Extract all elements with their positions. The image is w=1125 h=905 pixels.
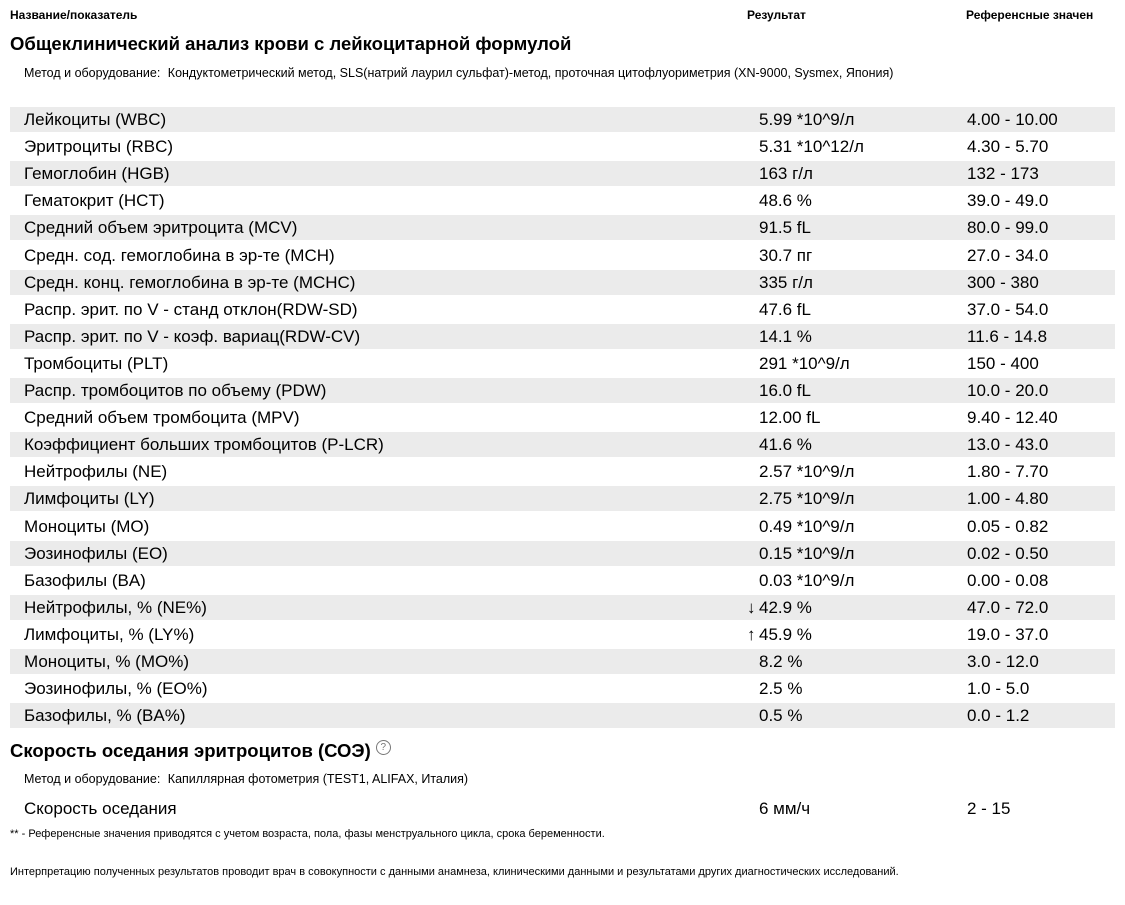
row-result <box>747 246 812 266</box>
row-result <box>747 300 811 320</box>
table-row <box>10 270 1115 295</box>
row-result <box>747 625 812 645</box>
row-result-value: 6 мм/ч <box>759 799 811 818</box>
row-name: Средний объем тромбоцита (MPV) <box>24 408 300 428</box>
row-result-value: 5.31 *10^12/л <box>759 137 864 157</box>
row-name: Нейтрофилы (NE) <box>24 462 168 482</box>
row-result-value: 5.99 *10^9/л <box>759 110 855 129</box>
row-result <box>747 799 810 819</box>
row-result-value: 47.6 fL <box>759 299 811 319</box>
row-result-value: 0.49 *10^9/л <box>759 516 855 536</box>
table-row <box>10 107 1115 132</box>
row-name: Базофилы, % (BA%) <box>24 706 186 726</box>
row-result-value: 16.0 fL <box>759 381 811 400</box>
table-row <box>10 215 1115 240</box>
row-result-value: 14.1 % <box>759 326 812 346</box>
row-name: Моноциты (MO) <box>24 516 150 536</box>
row-result-value: 335 г/л <box>759 272 813 292</box>
method-esr <box>24 770 1054 788</box>
row-name: Распр. эрит. по V - коэф. вариац(RDW-CV) <box>24 326 361 346</box>
row-name: Моноциты, % (MO%) <box>24 652 189 671</box>
row-name: Распр. тромбоцитов по объему (PDW) <box>24 381 327 400</box>
row-reference: 0.0 - 1.2 <box>967 706 1030 726</box>
table-row <box>10 378 1115 403</box>
row-result <box>747 191 812 211</box>
row-result <box>747 110 854 130</box>
row-result <box>747 462 854 482</box>
row-name: Нейтрофилы, % (NE%) <box>24 597 207 617</box>
method-value: Капиллярная фотометрия (TEST1, ALIFAX, Италия) <box>167 772 469 786</box>
row-reference: 37.0 - 54.0 <box>967 299 1049 319</box>
row-result-value: 291 *10^9/л <box>759 353 850 373</box>
table-row <box>10 432 1115 457</box>
row-result <box>747 679 802 699</box>
row-reference: 300 - 380 <box>967 272 1039 292</box>
row-reference: 47.0 - 72.0 <box>967 597 1049 617</box>
row-name: Гематокрит (HCT) <box>24 191 165 211</box>
row-result <box>747 408 820 428</box>
row-result-value: 8.2 % <box>759 652 803 671</box>
row-name: Лимфоциты, % (LY%) <box>24 624 195 644</box>
section-title-cbc: Общеклинический анализ крови с лейкоцитарной формулой <box>10 33 572 54</box>
row-reference: 2 - 15 <box>967 799 1011 818</box>
row-reference: 10.0 - 20.0 <box>967 381 1049 400</box>
row-result <box>747 598 812 618</box>
row-reference: 4.00 - 10.00 <box>967 110 1058 129</box>
row-result <box>747 381 811 401</box>
row-reference: 132 - 173 <box>967 164 1039 184</box>
table-row <box>10 161 1115 186</box>
row-name: Средний объем эритроцита (MCV) <box>24 218 298 238</box>
row-result-value: 41.6 % <box>759 435 812 455</box>
reference-footnote: ** - Референсные значения приводятся с учетом возраста, пола, фазы менструального цикла, срока беременности. <box>10 828 605 840</box>
row-reference: 0.02 - 0.50 <box>967 543 1049 563</box>
row-result-value: 42.9 % <box>759 597 812 617</box>
row-result-value: 0.5 % <box>759 706 803 726</box>
row-result-value: 12.00 fL <box>759 408 821 428</box>
row-result <box>747 435 812 455</box>
table-row <box>10 595 1115 620</box>
row-result <box>747 544 854 564</box>
row-name: Скорость оседания <box>24 799 177 818</box>
row-reference: 13.0 - 43.0 <box>967 435 1049 455</box>
row-result <box>747 273 813 293</box>
row-result <box>747 489 854 509</box>
row-reference: 0.05 - 0.82 <box>967 516 1049 536</box>
row-name: Лейкоциты (WBC) <box>24 110 167 129</box>
arrow-up-icon: ↑ <box>747 624 756 644</box>
row-name: Средн. сод. гемоглобина в эр-те (MCH) <box>24 245 335 265</box>
row-result <box>747 571 854 591</box>
row-result-value: 2.57 *10^9/л <box>759 462 855 482</box>
section-title-esr-text: Скорость оседания эритроцитов (СОЭ) <box>10 740 371 762</box>
row-result <box>747 354 850 374</box>
row-result <box>747 218 811 238</box>
row-name: Тромбоциты (PLT) <box>24 353 169 373</box>
row-reference: 0.00 - 0.08 <box>967 570 1049 590</box>
row-name: Лимфоциты (LY) <box>24 489 155 509</box>
table-row <box>10 459 1115 484</box>
row-name: Базофилы (BA) <box>24 570 146 590</box>
row-reference: 19.0 - 37.0 <box>967 624 1049 644</box>
row-reference: 27.0 - 34.0 <box>967 245 1049 265</box>
method-label: Метод и оборудование: <box>24 66 161 80</box>
table-row <box>10 405 1115 430</box>
row-result-value: 163 г/л <box>759 164 813 184</box>
question-circle-icon[interactable]: ? <box>376 740 391 755</box>
table-row <box>10 486 1115 511</box>
table-row <box>10 514 1115 539</box>
section-title-esr <box>10 740 391 762</box>
arrow-down-icon: ↓ <box>747 597 756 617</box>
table-row <box>10 243 1115 268</box>
row-name: Гемоглобин (HGB) <box>24 164 170 184</box>
row-reference: 4.30 - 5.70 <box>967 137 1049 157</box>
row-reference: 11.6 - 14.8 <box>967 326 1048 346</box>
table-row <box>10 703 1115 728</box>
table-row <box>10 188 1115 213</box>
table-row <box>10 622 1115 647</box>
row-name: Коэффициент больших тромбоцитов (P-LCR) <box>24 435 384 455</box>
table-row <box>10 568 1115 593</box>
table-row <box>10 351 1115 376</box>
row-result-value: 2.75 *10^9/л <box>759 489 855 509</box>
table-row <box>10 796 1115 821</box>
row-result-value: 2.5 % <box>759 679 803 699</box>
row-result-value: 91.5 fL <box>759 218 811 238</box>
table-header <box>0 8 1125 26</box>
table-row <box>10 324 1115 349</box>
header-result: Результат <box>747 8 806 22</box>
table-row <box>10 297 1115 322</box>
row-reference: 1.0 - 5.0 <box>967 679 1030 699</box>
header-name: Название/показатель <box>10 8 138 22</box>
row-reference: 9.40 - 12.40 <box>967 408 1058 428</box>
row-name: Эозинофилы (EO) <box>24 543 168 563</box>
row-reference: 1.80 - 7.70 <box>967 462 1049 482</box>
row-reference: 1.00 - 4.80 <box>967 489 1049 509</box>
row-result-value: 0.15 *10^9/л <box>759 543 855 563</box>
row-result-value: 48.6 % <box>759 191 812 211</box>
row-result <box>747 164 813 184</box>
method-cbc <box>24 64 1054 82</box>
row-result <box>747 137 864 157</box>
interpretation-note: Интерпретацию полученных результатов проводит врач в совокупности с данными анамнеза, клиническими данными и результатами других диагностических исследований. <box>10 866 899 878</box>
row-result <box>747 327 812 347</box>
row-name: Эритроциты (RBC) <box>24 137 174 157</box>
row-result-value: 45.9 % <box>759 624 812 644</box>
method-label: Метод и оборудование: <box>24 772 161 786</box>
row-reference: 39.0 - 49.0 <box>967 191 1049 211</box>
row-result-value: 30.7 пг <box>759 245 813 265</box>
row-reference: 80.0 - 99.0 <box>967 218 1049 238</box>
row-name: Эозинофилы, % (EO%) <box>24 679 208 699</box>
method-value: Кондуктометрический метод, SLS(натрий лаурил сульфат)-метод, проточная цитофлуориметрия (XN-9000, Sysmex, Япония) <box>167 66 894 80</box>
table-row <box>10 541 1115 566</box>
header-reference: Референсные значен <box>966 8 1094 22</box>
row-result <box>747 517 854 537</box>
row-name: Распр. эрит. по V - станд отклон(RDW-SD) <box>24 299 358 319</box>
table-row <box>10 676 1115 701</box>
row-reference: 150 - 400 <box>967 353 1039 373</box>
table-row <box>10 134 1115 159</box>
row-name: Средн. конц. гемоглобина в эр-те (MCHC) <box>24 272 356 292</box>
row-result-value: 0.03 *10^9/л <box>759 570 855 590</box>
table-row <box>10 649 1115 674</box>
row-reference: 3.0 - 12.0 <box>967 652 1039 671</box>
row-result <box>747 652 802 672</box>
row-result <box>747 706 802 726</box>
